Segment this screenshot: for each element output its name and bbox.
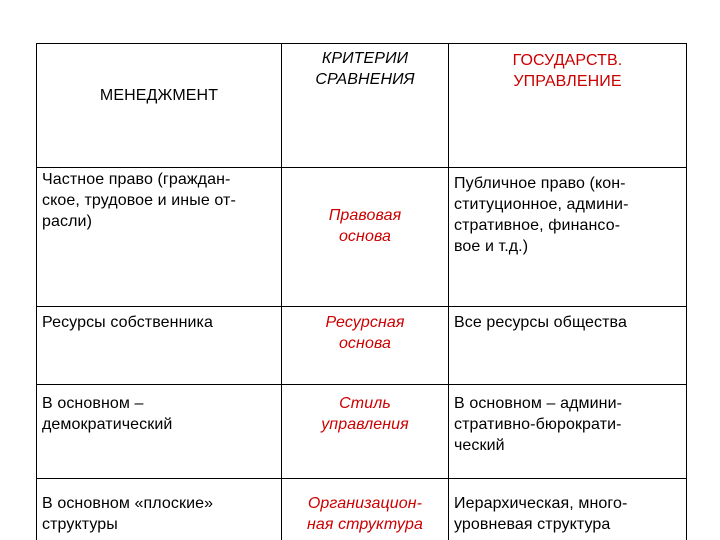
header-criteria-label: КРИТЕРИИ СРАВНЕНИЯ	[315, 50, 415, 88]
header-criteria	[282, 44, 449, 168]
cell-state-text: Публичное право (кон- ституционное, админи- стративное, финансо- вое и т.д.)	[454, 175, 629, 255]
cell-criterion	[282, 385, 449, 479]
cell-criterion-text: Правовая основа	[328, 207, 402, 245]
cell-management	[37, 385, 282, 479]
cell-state	[449, 385, 687, 479]
cell-criterion-text: Ресурсная основа	[325, 314, 405, 352]
cell-state-text: Все ресурсы общества	[454, 314, 627, 331]
cell-management-text: В основном – демократический	[42, 395, 173, 433]
cell-state	[449, 168, 687, 307]
header-management-label: МЕНЕДЖМЕНТ	[99, 87, 219, 104]
cell-criterion	[282, 168, 449, 307]
cell-management	[37, 307, 282, 385]
comparison-table	[36, 43, 687, 540]
header-row	[37, 44, 687, 168]
cell-management	[37, 479, 282, 540]
table-row	[37, 479, 687, 540]
cell-criterion-text: Организацион- ная структура	[306, 495, 424, 533]
header-management	[37, 44, 282, 168]
cell-management-text: Частное право (граждан- ское, трудовое и иные от- расли)	[42, 171, 236, 230]
table-row	[37, 307, 687, 385]
cell-state	[449, 479, 687, 540]
cell-criterion	[282, 307, 449, 385]
cell-management-text: В основном «плоские» структуры	[42, 495, 214, 533]
table-row	[37, 385, 687, 479]
cell-state	[449, 307, 687, 385]
header-state-management	[449, 44, 687, 168]
table-row	[37, 168, 687, 307]
cell-criterion-text: Стиль управления	[321, 395, 409, 433]
cell-state-text: Иерархическая, много- уровневая структура	[454, 495, 628, 533]
cell-management	[37, 168, 282, 307]
cell-management-text: Ресурсы собственника	[42, 314, 213, 331]
cell-criterion	[282, 479, 449, 540]
cell-state-text: В основном – админи- стративно-бюрократи- ческий	[454, 395, 623, 454]
header-state-label: ГОСУДАРСТВ. УПРАВЛЕНИЕ	[512, 52, 623, 90]
